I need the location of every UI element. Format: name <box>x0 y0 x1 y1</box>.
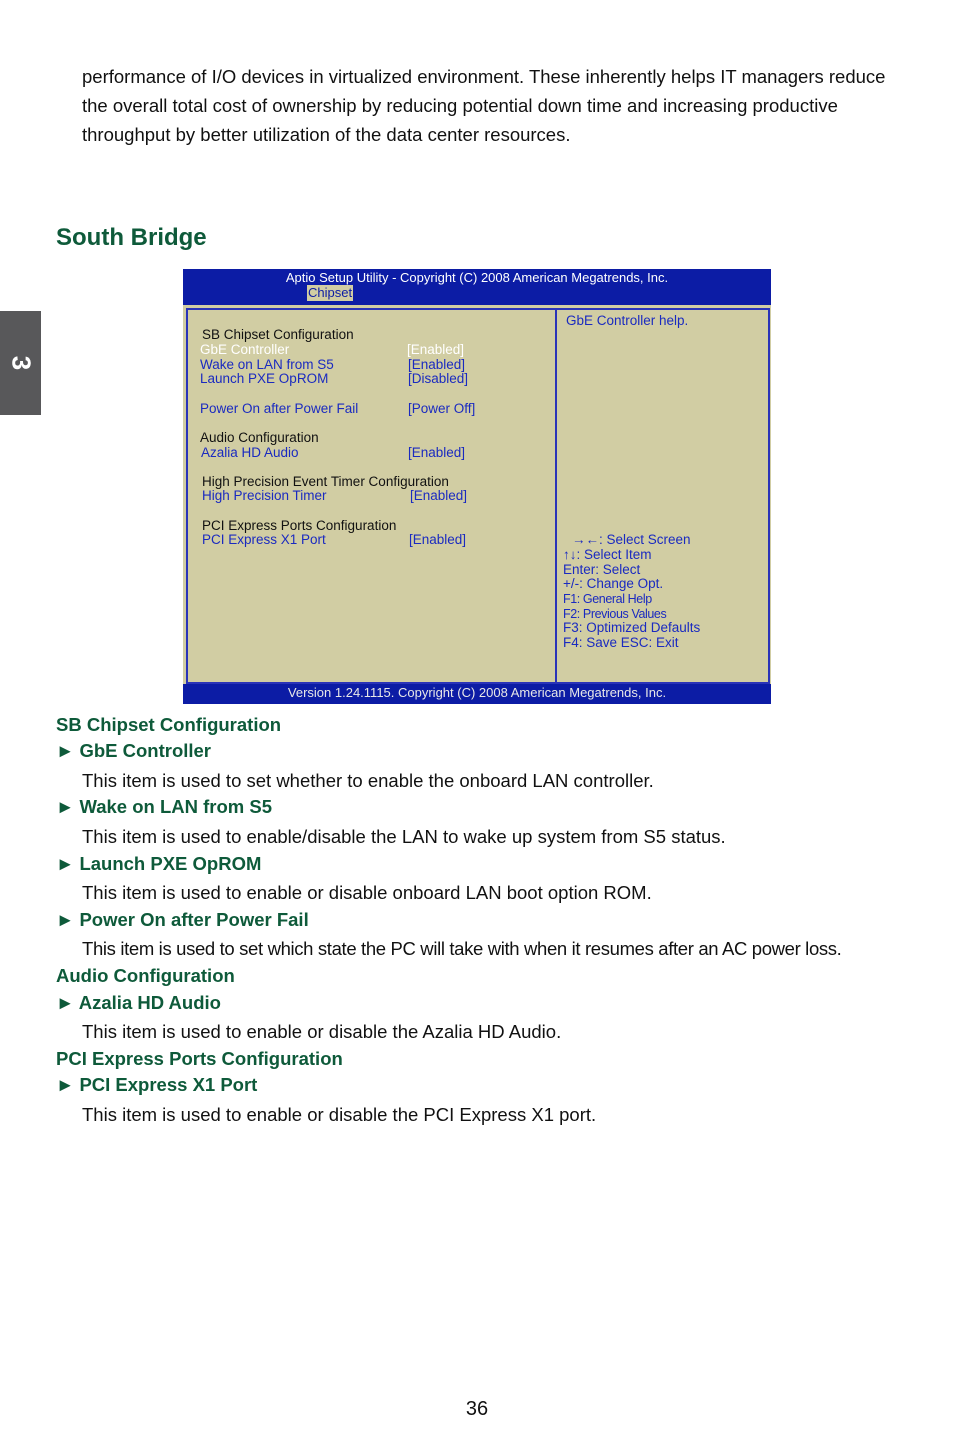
desc-gbe-title: ► GbE Controller <box>56 740 212 761</box>
key-change: +/-: Change Opt. <box>563 576 664 591</box>
bios-screenshot <box>183 269 771 704</box>
key-f4: F4: Save ESC: Exit <box>563 635 679 650</box>
intro-paragraph: performance of I/O devices in virtualized environment. These inherently helps IT managers reduce the overall total cost of ownership by reducing potential down time and increasing productive throughput by better utilization of the data center resources. <box>82 66 886 145</box>
power-on-item[interactable]: Power On after Power Fail <box>200 401 359 416</box>
gbe-controller-item[interactable]: GbE Controller <box>200 342 290 357</box>
desc-wol-text: This item is used to enable/disable the LAN to wake up system from S5 status. <box>82 826 726 847</box>
section-title: South Bridge <box>56 224 207 251</box>
desc-azalia-title: ► Azalia HD Audio <box>56 992 221 1013</box>
launch-pxe-value[interactable]: [Disabled] <box>408 371 469 386</box>
page-number: 36 <box>465 1398 489 1420</box>
desc-sb-heading: SB Chipset Configuration <box>56 714 282 735</box>
desc-pcie-text: This item is used to enable or disable the PCI Express X1 port. <box>82 1104 597 1125</box>
wake-on-lan-value[interactable]: [Enabled] <box>408 357 466 372</box>
desc-power-title: ► Power On after Power Fail <box>56 909 309 930</box>
desc-pcie-title: ► PCI Express X1 Port <box>56 1074 258 1095</box>
bios-title: Aptio Setup Utility - Copyright (C) 2008 American Megatrends, Inc. <box>285 270 669 285</box>
azalia-item[interactable]: Azalia HD Audio <box>201 445 299 460</box>
gbe-controller-value[interactable]: [Enabled] <box>407 342 465 357</box>
chapter-tab <box>0 311 41 415</box>
pcie-heading: PCI Express Ports Configuration <box>202 518 397 533</box>
desc-azalia-text: This item is used to enable or disable the Azalia HD Audio. <box>82 1021 562 1042</box>
bios-footer <box>183 684 771 704</box>
desc-gbe-text: This item is used to set whether to enable the onboard LAN controller. <box>82 770 654 791</box>
desc-pxe-text: This item is used to enable or disable onboard LAN boot option ROM. <box>82 882 652 903</box>
desc-pcie-heading: PCI Express Ports Configuration <box>56 1048 343 1069</box>
key-f1: F1: General Help <box>563 592 652 606</box>
chapter-number: 3 <box>6 355 36 371</box>
desc-pxe-title: ► Launch PXE OpROM <box>56 853 262 874</box>
key-f2: F2: Previous Values <box>563 607 667 621</box>
pcie-x1-value[interactable]: [Enabled] <box>409 532 467 547</box>
bios-version: Version 1.24.1115. Copyright (C) 2008 American Megatrends, Inc. <box>287 685 667 700</box>
hpet-item[interactable]: High Precision Timer <box>202 488 327 503</box>
audio-heading: Audio Configuration <box>200 430 319 445</box>
bios-header <box>183 269 771 305</box>
key-f3: F3: Optimized Defaults <box>563 620 701 635</box>
key-enter: Enter: Select <box>563 562 641 577</box>
azalia-value[interactable]: [Enabled] <box>408 445 466 460</box>
wake-on-lan-item[interactable]: Wake on LAN from S5 <box>200 357 334 372</box>
pcie-x1-item[interactable]: PCI Express X1 Port <box>202 532 326 547</box>
desc-power-text: This item is used to set which state the PC will take with when it resumes after an AC power loss. <box>82 938 842 959</box>
launch-pxe-item[interactable]: Launch PXE OpROM <box>200 371 329 386</box>
desc-wol-title: ► Wake on LAN from S5 <box>56 796 273 817</box>
hpet-heading: High Precision Event Timer Configuration <box>202 474 449 489</box>
power-on-value[interactable]: [Power Off] <box>408 401 476 416</box>
sb-chipset-heading: SB Chipset Configuration <box>202 327 354 342</box>
hpet-value[interactable]: [Enabled] <box>410 488 468 503</box>
bios-divider <box>555 308 557 684</box>
help-text: GbE Controller help. <box>566 313 689 328</box>
tab-chipset[interactable]: Chipset <box>308 285 353 300</box>
key-select-screen: →←: Select Screen <box>572 532 691 547</box>
key-select-item: ↑↓: Select Item <box>563 547 652 562</box>
desc-audio-heading: Audio Configuration <box>56 965 235 986</box>
